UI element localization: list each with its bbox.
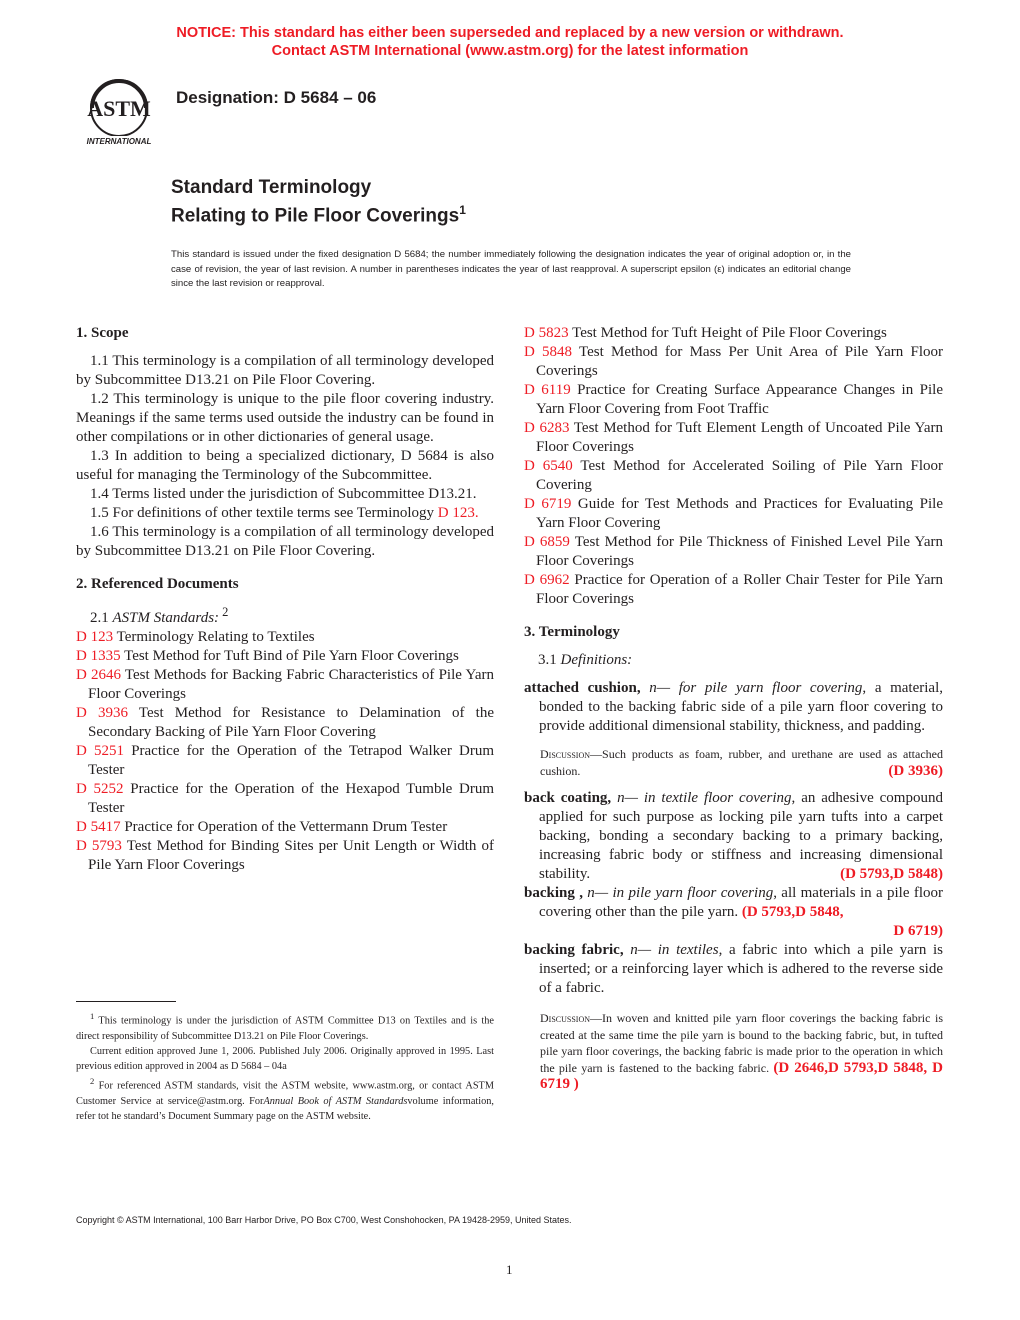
term-backing: backing , n— in pile yarn floor covering, all materials in a pile floor covering other than the pile yarn. (D 5793,D 5848, [524,885,943,920]
reference-item [524,533,943,571]
cite-backing-fabric[interactable]: (D 2646,D 5793,D 5848, D 6719 ) [540,1059,944,1092]
term-backing-cite-cont: D 6719) [893,923,943,939]
cite-attached-cushion[interactable]: (D 3936) [888,762,943,779]
term-attached-cushion: attached cushion, n— for pile yarn floor covering, a material, bonded to the backing fabric side of a pile yarn floor covering to provide additional dimensional stability, thickness, and padding. [524,680,943,734]
scope-p1: 1.1 This terminology is a compilation of all terminology developed by Subcommittee D13.21 on Pile Floor Covering. [76,353,494,388]
reference-code-link[interactable]: D 5848 [524,344,573,360]
title-line-2: Relating to Pile Floor Coverings$^1$ [171,203,466,227]
reference-list-right [524,324,943,609]
terminology-heading: 3. Terminology [524,624,620,640]
reference-title: Test Method for Tuft Height of Pile Floor Coverings [568,325,887,341]
reference-code-link[interactable]: D 6719 [524,496,572,512]
reference-item [76,628,494,647]
astm-standards-label: 2.1 ASTM Standards: $^2$ [90,605,229,626]
cite-backing[interactable]: (D 5793,D 5848, [741,904,844,920]
reference-code-link[interactable]: D 6283 [524,420,570,436]
reference-code-link[interactable]: D 5793 [76,838,122,854]
reference-list-left [76,628,494,875]
footnote-1b: Current edition approved June 1, 2006. Published July 2006. Originally approved in 1995. Last previous edition approved in 2004 as D 5684 – 04a [76,1045,494,1073]
reference-code-link[interactable]: D 5252 [76,781,124,797]
reference-item [76,837,494,875]
reference-item [524,495,943,533]
reference-title: Test Method for Binding Sites per Unit Length or Width of Pile Yarn Floor Coverings [88,838,494,873]
logo-text: ASTM [87,96,151,121]
reference-item [524,324,943,343]
reference-item [524,571,943,609]
page-number: 1 [506,1262,513,1277]
cite-back-coating[interactable]: (D 5793,D 5848) [840,866,943,882]
reference-title: Test Method for Tuft Bind of Pile Yarn Floor Coverings [120,648,459,664]
reference-code-link[interactable]: D 5251 [76,743,125,759]
notice-line-1: NOTICE: This standard has either been superseded and replaced by a new version or withdrawn. [176,25,844,41]
reference-title: Test Method for Tuft Element Length of Uncoated Pile Yarn Floor Coverings [536,420,943,455]
referenced-heading: 2. Referenced Documents [76,576,239,592]
footnotes [76,1009,494,1124]
reference-item [524,419,943,457]
scope-p4: 1.4 Terms listed under the jurisdiction of Subcommittee D13.21. [90,486,477,502]
reference-code-link[interactable]: D 123 [76,629,114,645]
discussion-backing-fabric: Discussion—In woven and knitted pile yarn floor coverings the backing fabric is created at the same time the pile yarn is bound to the backing fabric, but, in tufted pile yarn floor coverings, the backing fabric is made prior to the operation in which the pile yarn is fastened to the backing fabric. (D 2646,D 5793,D 5848, D 6719 ) [540,1011,944,1092]
reference-title: Guide for Test Methods and Practices for Evaluating Pile Yarn Floor Covering [536,496,943,531]
term-backing-fabric: backing fabric, n— in textiles, a fabric into which a pile yarn is inserted; or a reinforcing layer which is adhered to the reverse side of a fabric. [524,942,943,996]
reference-title: Test Methods for Backing Fabric Characteristics of Pile Yarn Floor Coverings [88,667,494,702]
astm-logo [78,78,160,148]
reference-title: Test Method for Resistance to Delamination of the Secondary Backing of Pile Yarn Floor Covering [88,705,494,740]
reference-title: Test Method for Mass Per Unit Area of Pile Yarn Floor Coverings [536,344,943,379]
reference-item [76,780,494,818]
reference-item [524,457,943,495]
withdrawal-notice [0,24,1020,60]
reference-title: Practice for Creating Surface Appearance Changes in Pile Yarn Floor Covering from Foot Traffic [536,382,944,417]
scope-heading: 1. Scope [76,325,129,341]
document-title [171,176,466,227]
reference-title: Terminology Relating to Textiles [113,629,315,645]
logo-subtext: INTERNATIONAL [86,137,152,146]
reference-item [76,742,494,780]
title-footnote-mark: 1 [459,203,466,217]
term-back-coating: back coating, n— in textile floor covering, an adhesive compound applied for such purpose as locking pile yarn tufts into a carpet backing, bonding a secondary backing to a primary backing, increasing fabric body or stiffness and increasing dimensional stability. (D 5793,D 5848) [524,790,943,882]
reference-code-link[interactable]: D 5823 [524,325,569,341]
reference-code-link[interactable]: D 6859 [524,534,570,550]
footnote-divider [76,1001,176,1002]
reference-code-link[interactable]: D 2646 [76,667,121,683]
reference-code-link[interactable]: D 6119 [524,382,571,398]
reference-code-link[interactable]: D 6962 [524,572,570,588]
reference-code-link[interactable]: D 3936 [76,705,128,721]
designation: Designation: D 5684 – 06 [176,88,377,107]
scope-p3: 1.3 In addition to being a specialized dictionary, D 5684 is also useful for managing the Terminology of the Subcommittee. [76,448,494,483]
scope-p6: 1.6 This terminology is a compilation of all terminology developed by Subcommittee D13.21 on Pile Floor Covering. [76,524,494,559]
reference-item [76,666,494,704]
reference-code-link[interactable]: D 1335 [76,648,121,664]
reference-item [76,647,494,666]
notice-line-2: Contact ASTM International (www.astm.org) for the latest information [271,43,749,59]
footnote-1: $^1$ This terminology is under the jurisdiction of ASTM Committee D13 on Textiles and is the direct responsibility of Subcommittee D13.21 on Pile Floor Coverings. [76,1011,494,1042]
reference-title: Practice for the Operation of the Tetrapod Walker Drum Tester [88,743,494,778]
reference-title: Practice for Operation of a Roller Chair Tester for Pile Yarn Floor Coverings [536,572,943,607]
reference-item [76,818,494,837]
footnote-2: $^2$ For referenced ASTM standards, visit the ASTM website, www.astm.org, or contact ASTM Customer Service at service@astm.org. ForAnnual Book of ASTM Standardsvolume information, refer tot he standard’s Document Summary page on the ASTM website. [76,1076,494,1123]
right-column [524,324,943,1093]
ref-link-d123[interactable]: D 123. [437,505,479,521]
reference-title: Test Method for Accelerated Soiling of Pile Yarn Floor Covering [536,458,943,493]
reference-title: Test Method for Pile Thickness of Finished Level Pile Yarn Floor Coverings [536,534,943,569]
reference-item [524,343,943,381]
discussion-attached-cushion: Discussion—Such products as foam, rubber, and urethane are used as attached cushion. (D 3936) [540,747,943,779]
reference-title: Practice for Operation of the Vettermann Drum Tester [120,819,448,835]
left-column [76,324,494,875]
reference-item [76,704,494,742]
reference-code-link[interactable]: D 5417 [76,819,121,835]
copyright: Copyright © ASTM International, 100 Barr Harbor Drive, PO Box C700, West Conshohocken, PA 19428-2959, United States. [76,1215,572,1225]
reference-title: Practice for the Operation of the Hexapod Tumble Drum Tester [88,781,494,816]
definitions-label: 3.1 Definitions: [538,652,633,668]
issue-note: This standard is issued under the fixed designation D 5684; the number immediately following the designation indicates the year of original adoption or, in the case of revision, the year of last revision. A number in parentheses indicates the year of last reapproval. A superscript epsilon (ε) indicates an editorial change since the last revision or reapproval. [171,249,851,289]
title-line-1: Standard Terminology [171,177,372,198]
reference-item [524,381,943,419]
scope-p5: 1.5 For definitions of other textile terms see Terminology D 123. [90,505,479,521]
scope-p2: 1.2 This terminology is unique to the pile floor covering industry. Meanings if the same terms used outside the industry can be found in other compilations or in other dictionaries of general usage. [76,391,494,445]
reference-code-link[interactable]: D 6540 [524,458,573,474]
